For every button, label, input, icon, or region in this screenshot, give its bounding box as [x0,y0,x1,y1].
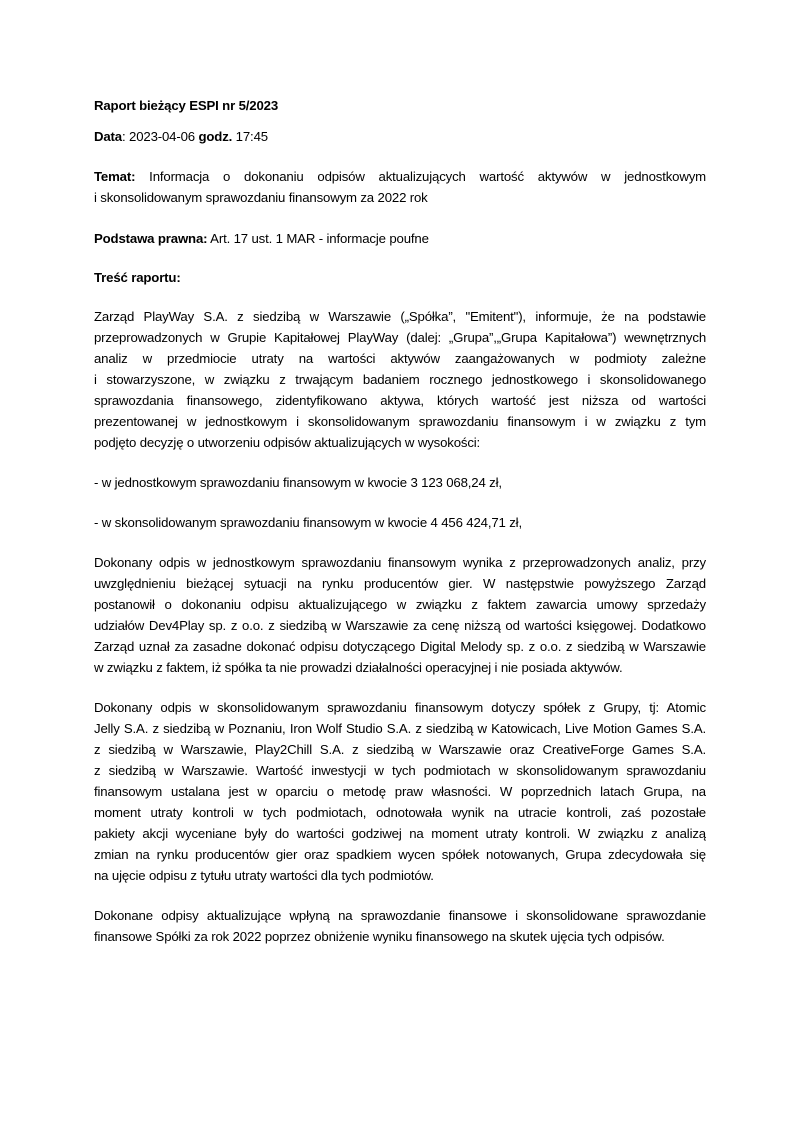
paragraph-line: postanowił o dokonaniu odpisu aktualizującego w związku z faktem zawarcia umowy sprzedaży [94,597,706,612]
writeoff-consolidated-item: - w skonsolidowanym sprawozdaniu finansowym w kwocie 4 456 424,71 zł, [94,515,522,530]
legal-basis-value: Art. 17 ust. 1 MAR - informacje poufne [207,231,429,246]
paragraph-line: Zarząd uznał za zasadne dokonać odpisu dotyczącego Digital Melody sp. z o.o. z siedzibą w Warszawie [94,639,706,654]
legal-basis-label: Podstawa prawna: [94,231,208,246]
paragraph-line: prezentowanej w jednostkowym i skonsolidowanym sprawozdaniu finansowym i w związku z tym [94,414,706,429]
paragraph-line: moment utraty kontroli w tych podmiotach, odnotowała wynik na utracie kontroli, zaś pozostałe [94,805,706,820]
legal-basis [94,228,706,249]
paragraph-line: w związku z faktem, iż spółka ta nie prowadzi działalności operacyjnej i nie posiada aktywów. [94,660,623,675]
paragraph-line: sprawozdania finansowego, zidentyfikowano aktywa, których wartość jest niższa od wartości [94,393,706,408]
subject-line-1 [94,166,706,187]
paragraph-line: Jelly S.A. z siedzibą w Poznaniu, Iron Wolf Studio S.A. z siedzibą w Katowicach, Live Motion Games S.A. [94,721,706,736]
paragraph-line: z siedzibą w Warszawie, Play2Chill S.A. z siedzibą w Warszawie oraz CreativeForge Games S.A. [94,742,706,757]
paragraph-line: Dokonany odpis w skonsolidowanym sprawozdaniu finansowym dotyczy spółek z Grupy, tj: Atomic [94,700,706,715]
time-value: 17:45 [232,129,268,144]
report-title: Raport bieżący ESPI nr 5/2023 [94,98,279,113]
paragraph-line: podjęto decyzję o utworzeniu odpisów aktualizujących w wysokości: [94,435,481,450]
paragraph-line: finansowe Spółki za rok 2022 poprzez obniżenie wyniku finansowego na skutek ujęcia tych odpisów. [94,929,665,944]
subject-text-1: Informacja o dokonaniu odpisów aktualizujących wartość aktywów w jednostkowym [135,169,706,184]
report-date [94,126,706,147]
paragraph-line: i stowarzyszone, w związku z trwającym badaniem rocznego jednostkowego i skonsolidowanego [94,372,706,387]
subject-label: Temat: [94,169,136,184]
paragraph-line: Zarząd PlayWay S.A. z siedzibą w Warszawie („Spółka”, "Emitent"), informuje, że na podstawie [94,309,706,324]
paragraph-line: Dokonany odpis w jednostkowym sprawozdaniu finansowym wynika z przeprowadzonych analiz, przy [94,555,706,570]
paragraph-line: pakiety akcji wyceniane były do wartości godziwej na moment utraty kontroli. W związku z analizą [94,826,706,841]
paragraph-line: Dokonane odpisy aktualizujące wpłyną na sprawozdanie finansowe i skonsolidowane sprawozdanie [94,908,706,923]
subject-line-2: i skonsolidowanym sprawozdaniu finansowym za 2022 rok [94,190,428,205]
content-heading: Treść raportu: [94,270,181,285]
writeoff-standalone-item: - w jednostkowym sprawozdaniu finansowym w kwocie 3 123 068,24 zł, [94,475,502,490]
paragraph-line: finansowym ustalana jest w oparciu o metodę praw własności. W poprzednich latach Grupa, na [94,784,706,799]
paragraph-line: na ujęcie odpisu z tytułu utraty wartości dla tych podmiotów. [94,868,434,883]
date-label: Data [94,129,122,144]
date-value: : 2023-04-06 [121,129,199,144]
paragraph-line: udziałów Dev4Play sp. z o.o. z siedzibą w Warszawie za cenę niższą od wartości księgowej. Dodatkowo [94,618,706,633]
paragraph-line: analiz w przedmiocie utraty na wartości aktywów zaangażowanych w podmioty zależne [94,351,706,366]
paragraph-line: zmian na rynku producentów gier oraz spadkiem wycen spółek notowanych, Grupa zdecydowała się [94,847,706,862]
paragraph-line: z siedzibą w Warszawie. Wartość inwestycji w tych podmiotach w skonsolidowanym sprawozdaniu [94,763,706,778]
time-label: godz. [198,129,233,144]
paragraph-line: uwzględnieniu bieżącej sytuacji na rynku producentów gier. W następstwie powyższego Zarząd [94,576,706,591]
paragraph-line: przeprowadzonych w Grupie Kapitałowej PlayWay (dalej: „Grupa”,„Grupa Kapitałowa”) wewnętrznych [94,330,706,345]
